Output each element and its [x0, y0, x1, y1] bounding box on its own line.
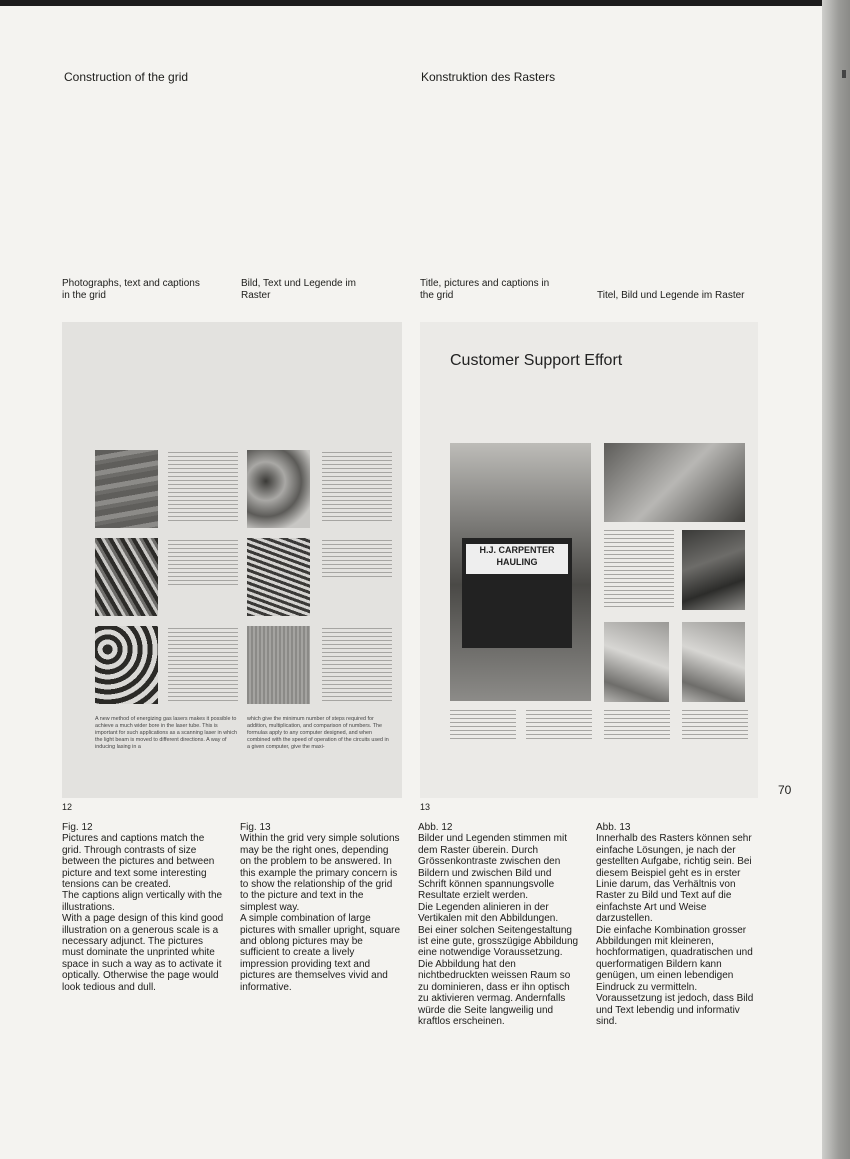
texture-photo-1	[95, 450, 158, 528]
column-english-fig13	[240, 822, 402, 993]
page-number-70: 70	[778, 783, 792, 797]
texture-photo-3	[95, 538, 158, 616]
truck-image	[462, 538, 572, 648]
page-number-12: 12	[62, 802, 73, 812]
portrait-photo-2	[604, 622, 669, 702]
fig-label: Abb. 13	[596, 822, 631, 833]
texture-photo-6	[247, 626, 310, 704]
left-panel-bottom-text-2: which give the minimum number of steps required for addition, multiplication, and comparison of numbers. The formulas apply to any computer designed, and when combined with the speed of operation of the circuits used in a given computer, give the maxi-	[247, 716, 389, 750]
texture-photo-5	[95, 626, 158, 704]
caption-titel-bild: Titel, Bild und Legende im Raster	[597, 290, 745, 301]
truck-sign: H.J. CARPENTER HAULING	[466, 544, 568, 574]
portrait-photo-3	[682, 622, 745, 702]
scan-top-edge	[0, 0, 850, 6]
column-german-abb13	[596, 822, 758, 1027]
text-block-9	[526, 710, 592, 740]
column-text: Within the grid very simple solutions may be the right ones, depending on the problem to be answered. In this example the primary concern is to show the relationship of the grid to the picture and text in the simplest way. A simple combination of large pictures with smaller upright, square and oblong pictures may be sufficient to create a lively impression providing text and pictures are themselves vivid and informative.	[240, 833, 401, 993]
texture-photo-4	[247, 538, 310, 616]
fig-label: Fig. 12	[62, 822, 93, 833]
book-gutter	[822, 0, 850, 1159]
customer-support-title: Customer Support Effort	[450, 352, 623, 369]
column-text: Innerhalb des Rasters können sehr einfache Lösungen, je nach der gestellten Aufgabe, richtig sein. Bei diesem Beispiel geht es in erster Linie darum, das Verhältnis von Raster zu Bild und Text auf die einfachste Art und Weise darzustellen. Die einfache Kombination grosser Abbildungen mit kleineren, hochformatigen, quadratischen und querformatigen Bildern kann genügen, um einen lebendigen Eindruck zu vermitteln. Voraussetzung ist jedoch, dass Bild und Text lebendig und informativ sind.	[596, 833, 754, 1027]
texture-photo-2	[247, 450, 310, 528]
text-block-3	[168, 540, 238, 585]
caption-photographs: Photographs, text and captions in the grid	[62, 278, 200, 301]
page-number-13: 13	[420, 802, 431, 812]
text-block-11	[682, 710, 748, 740]
gutter-mark	[842, 70, 846, 78]
left-panel-bottom-text-1: A new method of energizing gas lasers makes it possible to achieve a much wider bore in the laser tube. This is important for such applications as a scanning laser in which the light beam is moved to different directions. A way of inducing lasing in a	[95, 716, 238, 750]
portrait-photo-1	[682, 530, 745, 610]
caption-title-pictures: Title, pictures and captions in the grid	[420, 278, 550, 301]
text-block-2	[322, 452, 392, 524]
text-block-6	[322, 628, 392, 703]
text-block-7	[604, 530, 674, 608]
cattle-photo	[604, 443, 745, 522]
column-text: Pictures and captions match the grid. Through contrasts of size between the pictures and between picture and text some interesting tensions can be created. The captions align vertically with the illustrations. With a page design of this kind good illustration on a generous scale is a necessary adjunct. The pictures must dominate the unprinted white space in such a way as to activate it optically. Otherwise the page would look tedious and dull.	[62, 833, 224, 993]
text-block-5	[168, 628, 238, 703]
header-right: Konstruktion des Rasters	[421, 70, 556, 84]
fig-label: Abb. 12	[418, 822, 453, 833]
text-block-4	[322, 540, 392, 580]
caption-bild-text: Bild, Text und Legende im Raster	[241, 278, 356, 301]
column-text: Bilder und Legenden stimmen mit dem Raster überein. Durch Grössenkontraste zwischen den Bildern und zwischen Bild und Schrift können spannungsvolle Resultate erzielt werden. Die Legenden alinieren in der Vertikalen mit den Abbildungen. Bei einer solchen Seitengestaltung ist eine gute, grosszügige Abbildung eine notwendige Voraussetzung. Die Abbildung hat den nichtbedruckten weissen Raum so zu dominieren, dass er ihn optisch zu aktivieren vermag. Andernfalls würde die Seite langweilig und kraftlos erscheinen.	[418, 833, 579, 1027]
fig-label: Fig. 13	[240, 822, 271, 833]
column-german-abb12	[418, 822, 580, 1027]
column-english-fig12	[62, 822, 224, 993]
text-block-8	[450, 710, 516, 740]
text-block-1	[168, 452, 238, 524]
text-block-10	[604, 710, 670, 740]
header-left: Construction of the grid	[64, 70, 189, 84]
